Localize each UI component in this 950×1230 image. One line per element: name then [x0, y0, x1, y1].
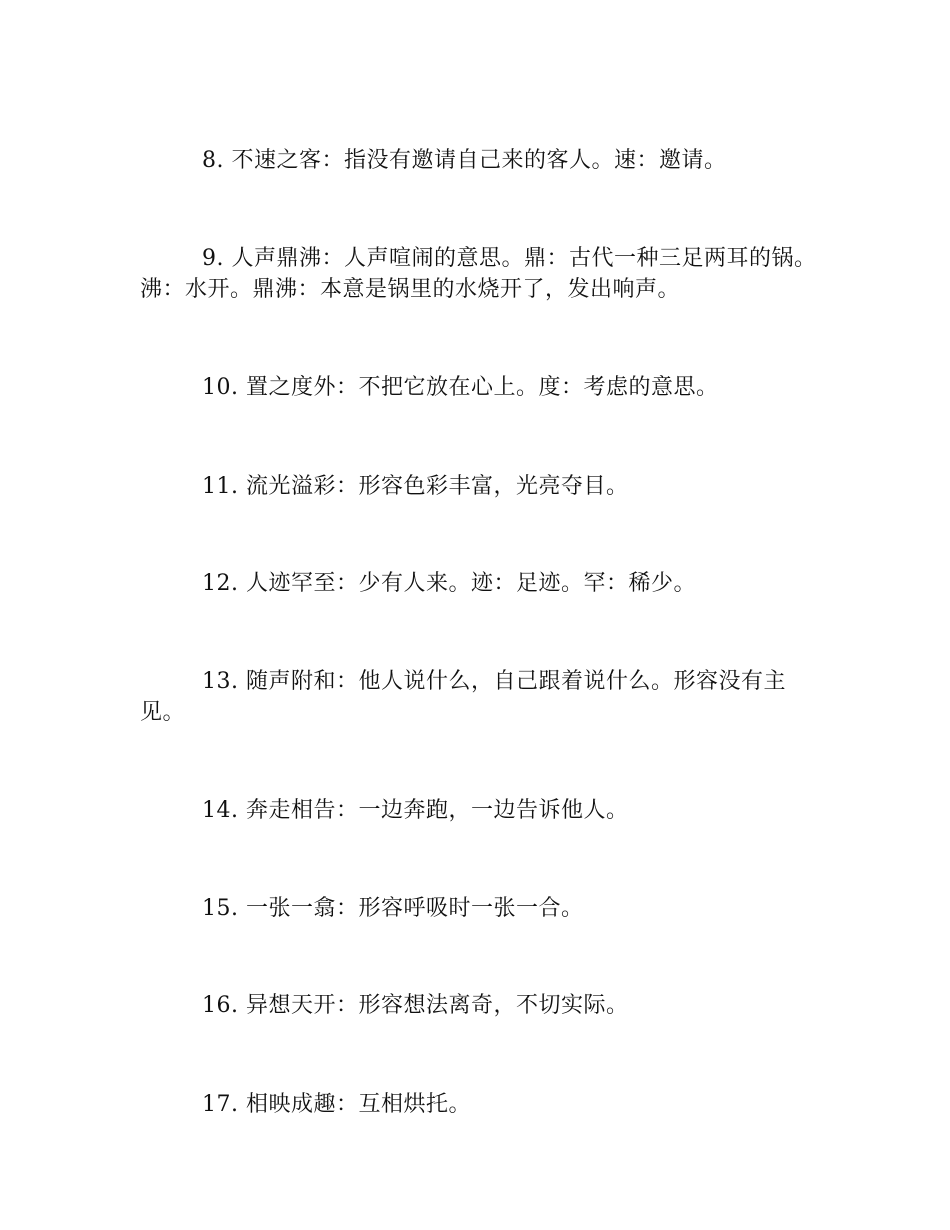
idiom-entry-13: 13. 随声附和：他人说什么，自己跟着说什么。形容没有主见。	[140, 669, 786, 725]
idiom-entry-15: 15. 一张一翕：形容呼吸时一张一合。	[202, 896, 584, 921]
idiom-entry-17: 17. 相映成趣：互相烘托。	[202, 1092, 471, 1117]
idiom-entry-11: 11. 流光溢彩：形容色彩丰富，光亮夺目。	[202, 474, 629, 499]
idiom-entry-10: 10. 置之度外：不把它放在心上。度：考虑的意思。	[202, 375, 719, 400]
idiom-entry-14: 14. 奔走相告：一边奔跑，一边告诉他人。	[202, 798, 629, 823]
idiom-entry-9: 9. 人声鼎沸：人声喧闹的意思。鼎：古代一种三足两耳的锅。沸：水开。鼎沸：本意是锅里的水烧开了，发出响声。	[140, 246, 817, 302]
idiom-entry-12: 12. 人迹罕至：少有人来。迹：足迹。罕：稀少。	[202, 571, 696, 596]
idiom-entry-8: 8. 不速之客：指没有邀请自己来的客人。速：邀请。	[202, 148, 727, 173]
idiom-entry-16: 16. 异想天开：形容想法离奇，不切实际。	[202, 993, 629, 1018]
